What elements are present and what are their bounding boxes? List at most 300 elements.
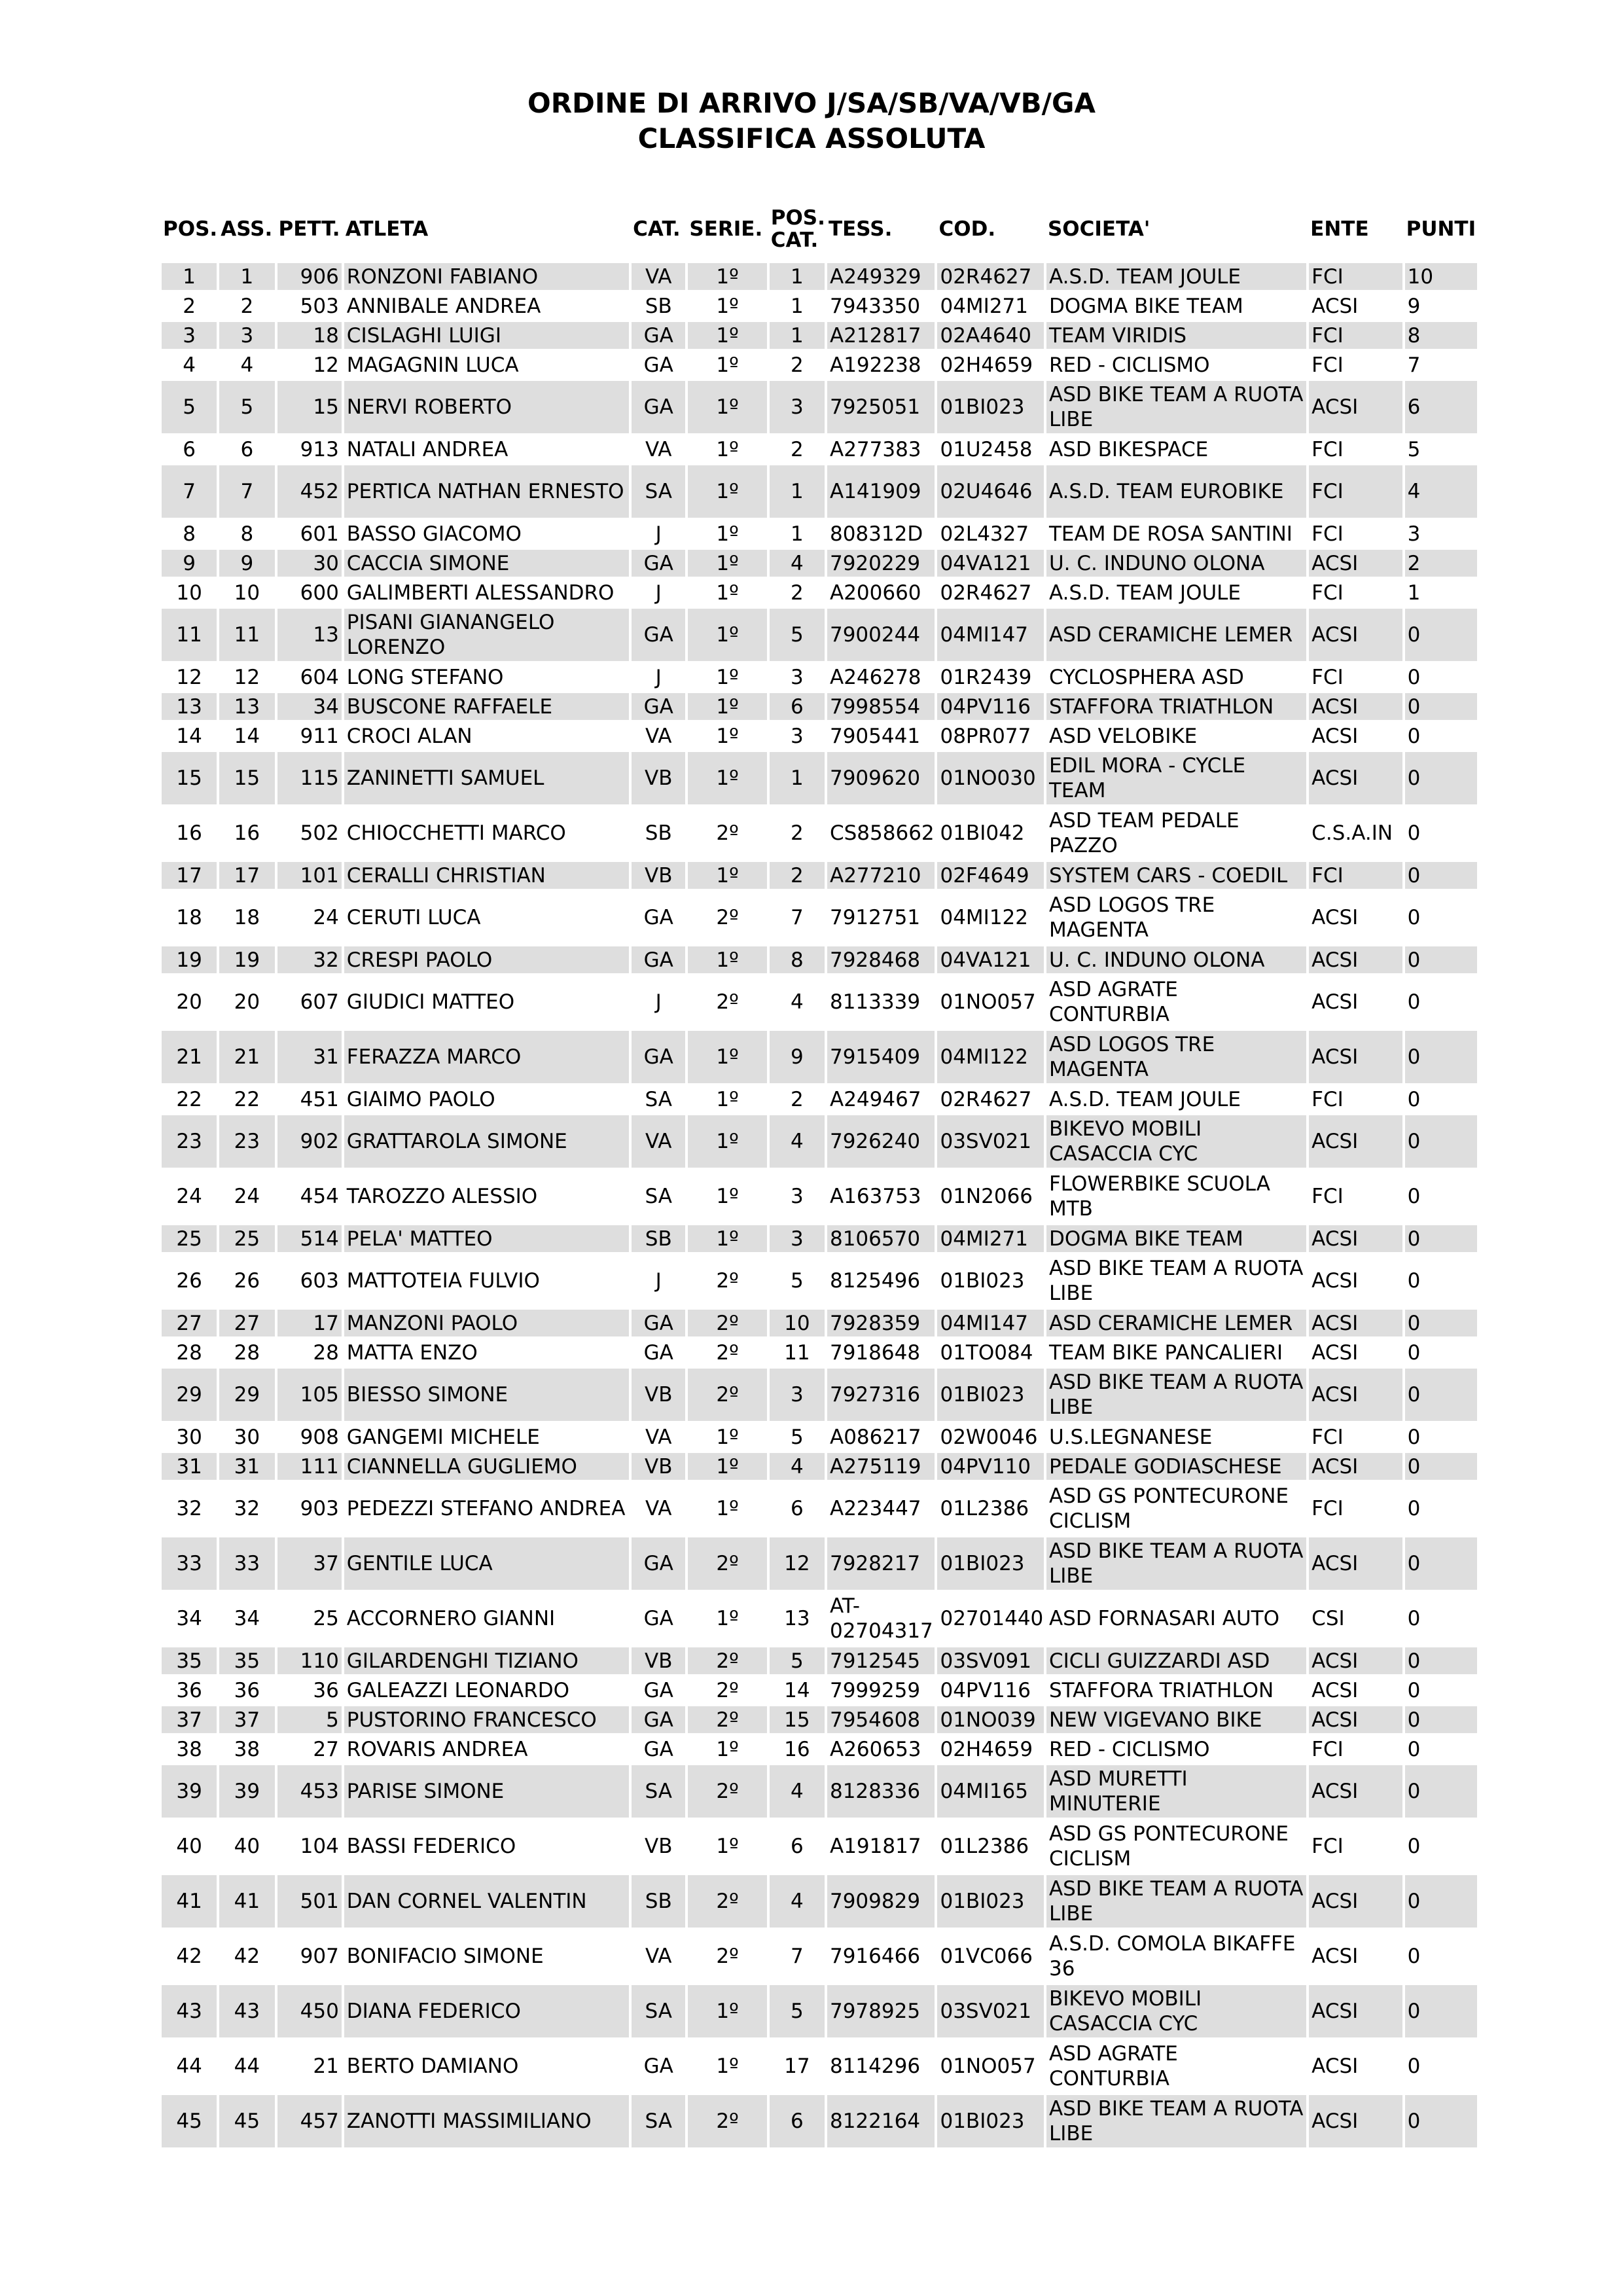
table-row	[162, 752, 1477, 804]
cell-cod: 02A4640	[937, 322, 1043, 349]
cell-ass: 4	[240, 353, 254, 377]
cell-pett: 603	[300, 1269, 339, 1293]
cell-pos: 9	[162, 550, 217, 577]
cell-ass: 25	[219, 1225, 274, 1252]
cell-punti: 0	[1405, 1115, 1477, 1168]
table-row	[162, 1875, 1477, 1928]
cell-atleta: ROVARIS ANDREA	[346, 1737, 528, 1761]
cell-cat: J	[655, 990, 662, 1014]
cell-punti: 0	[1405, 1453, 1477, 1480]
cell-tess: A246278	[829, 665, 921, 689]
cell-ente: FCI	[1311, 1497, 1344, 1520]
cell-ente: ACSI	[1311, 906, 1359, 929]
cell-tess: 7928217	[827, 1537, 935, 1590]
cell-societa: ASD BIKE TEAM A RUOTA LIBE	[1046, 381, 1306, 433]
cell-societa: CYCLOSPHERA ASD	[1048, 665, 1244, 689]
cell-cat: GA	[632, 693, 685, 720]
cell-societa: U.S.LEGNANESE	[1048, 1425, 1213, 1449]
cell-pos: 37	[162, 1706, 217, 1733]
cell-poscat: 4	[770, 550, 825, 577]
cell-poscat: 14	[784, 1678, 810, 1702]
cell-tess: A223447	[829, 1497, 921, 1520]
page-title: ORDINE DI ARRIVO J/SA/SB/VA/VB/GA	[527, 87, 1096, 119]
cell-pos: 23	[162, 1115, 217, 1168]
cell-cod: 01BI023	[940, 1269, 1025, 1293]
cell-tess: 8114296	[829, 2054, 921, 2078]
cell-societa: A.S.D. TEAM EUROBIKE	[1046, 465, 1306, 518]
cell-tess: A277210	[827, 862, 935, 889]
cell-cod: 02R4627	[940, 1087, 1032, 1111]
cell-serie: 1º	[688, 1985, 766, 2037]
cell-ente: ACSI	[1311, 1678, 1359, 1702]
cell-atleta: CHIOCCHETTI MARCO	[346, 821, 566, 845]
cell-ente: FCI	[1311, 437, 1344, 461]
cell-ass: 12	[234, 665, 260, 689]
cell-pett: 902	[277, 1115, 342, 1168]
cell-pos: 15	[162, 752, 217, 804]
cell-cat: VA	[645, 1945, 672, 1968]
cell-pos: 2	[183, 294, 196, 318]
cell-cod: 02L4327	[940, 522, 1029, 546]
cell-punti: 0	[1407, 990, 1421, 1014]
cell-punti: 0	[1405, 1647, 1477, 1674]
cell-pos: 39	[162, 1765, 217, 1818]
col-header-atleta: ATLETA	[345, 217, 429, 241]
cell-serie: 2º	[688, 1537, 766, 1590]
cell-serie: 1º	[688, 752, 766, 804]
cell-tess: 7918648	[829, 1340, 921, 1365]
cell-tess: 8128336	[827, 1765, 935, 1818]
cell-societa: U. C. INDUNO OLONA	[1046, 946, 1306, 973]
cell-poscat: 4	[770, 1765, 825, 1818]
cell-cat: VA	[645, 1425, 672, 1449]
cell-serie: 2º	[688, 1706, 766, 1733]
cell-tess: A086217	[829, 1425, 921, 1449]
cell-societa: TEAM VIRIDIS	[1046, 322, 1306, 349]
cell-pett: 101	[277, 862, 342, 889]
cell-tess: 7978925	[827, 1985, 935, 2037]
cell-ass: 36	[234, 1678, 260, 1702]
table-row	[162, 1647, 1477, 1674]
cell-poscat: 3	[790, 1185, 804, 1208]
cell-ente: FCI	[1311, 1425, 1344, 1449]
cell-pett: 453	[277, 1765, 342, 1818]
table-row	[162, 2095, 1477, 2147]
cell-serie: 2º	[716, 1269, 739, 1293]
cell-pos: 34	[176, 1607, 202, 1630]
col-header-cat: CAT.	[633, 217, 681, 241]
cell-cod: 02R4627	[937, 263, 1043, 290]
cell-tess: 7916466	[829, 1945, 921, 1968]
cell-punti: 0	[1405, 693, 1477, 720]
cell-tess: A191817	[829, 1835, 921, 1858]
cell-pett: 31	[277, 1031, 342, 1083]
cell-pett: 17	[277, 1310, 342, 1336]
cell-punti: 0	[1405, 946, 1477, 973]
cell-punti: 0	[1405, 752, 1477, 804]
cell-serie: 1º	[716, 1087, 739, 1111]
cell-pos: 17	[162, 862, 217, 889]
cell-punti: 0	[1407, 1945, 1421, 1968]
cell-cat: J	[655, 522, 662, 546]
cell-cod: 01BI023	[937, 381, 1043, 433]
cell-poscat: 1	[770, 752, 825, 804]
col-header-pos: POS.	[163, 217, 218, 241]
cell-pos: 12	[176, 665, 202, 689]
cell-ente: FCI	[1311, 1185, 1344, 1208]
cell-atleta: DAN CORNEL VALENTIN	[344, 1875, 629, 1928]
cell-pett: 34	[277, 693, 342, 720]
cell-pett: 600	[300, 581, 339, 605]
cell-ass: 9	[219, 550, 274, 577]
cell-cat: SA	[632, 1985, 685, 2037]
cell-societa: TEAM DE ROSA SANTINI	[1048, 522, 1293, 546]
cell-ente: FCI	[1311, 353, 1344, 377]
cell-serie: 1º	[716, 1425, 739, 1449]
cell-pos: 3	[162, 322, 217, 349]
cell-punti: 0	[1407, 1425, 1421, 1449]
cell-societa: U. C. INDUNO OLONA	[1046, 550, 1306, 577]
cell-punti: 0	[1405, 1706, 1477, 1733]
cell-societa: FLOWERBIKE SCUOLA MTB	[1048, 1172, 1270, 1221]
cell-atleta: GALIMBERTI ALESSANDRO	[346, 581, 615, 605]
cell-poscat: 10	[770, 1310, 825, 1336]
cell-serie: 2º	[716, 1340, 739, 1365]
cell-tess: 7928468	[827, 946, 935, 973]
cell-pos: 38	[176, 1737, 202, 1761]
cell-cod: 01TO084	[940, 1340, 1033, 1365]
cell-ente: ACSI	[1311, 990, 1359, 1014]
table-row	[162, 1736, 1477, 1763]
cell-ass: 14	[234, 724, 260, 748]
cell-tess: AT-02704317	[829, 1594, 933, 1643]
cell-punti: 0	[1407, 1185, 1421, 1208]
cell-serie: 1º	[716, 294, 739, 318]
table-row	[162, 351, 1477, 378]
cell-pett: 454	[300, 1185, 339, 1208]
table-row	[162, 1115, 1477, 1168]
cell-ente: FCI	[1309, 263, 1402, 290]
cell-atleta: RONZONI FABIANO	[344, 263, 629, 290]
cell-pos: 16	[176, 821, 202, 845]
cell-punti: 4	[1405, 465, 1477, 518]
cell-ass: 32	[234, 1497, 260, 1520]
cell-poscat: 6	[770, 693, 825, 720]
cell-poscat: 4	[770, 1115, 825, 1168]
cell-atleta: PISANI GIANANGELO LORENZO	[344, 609, 629, 661]
cell-ente: ACSI	[1309, 381, 1402, 433]
cell-pos: 28	[176, 1340, 202, 1365]
cell-ente: FCI	[1311, 1087, 1344, 1111]
cell-ass: 30	[234, 1425, 260, 1449]
cell-cod: 04PV116	[940, 1678, 1031, 1702]
cell-cod: 03SV021	[937, 1985, 1043, 2037]
cell-serie: 2º	[716, 990, 739, 1014]
cell-ass: 37	[219, 1706, 274, 1733]
cell-punti: 0	[1405, 862, 1477, 889]
table-row	[162, 550, 1477, 577]
page-subtitle: CLASSIFICA ASSOLUTA	[637, 122, 986, 154]
table-row	[162, 263, 1477, 290]
cell-atleta: GRATTAROLA SIMONE	[344, 1115, 629, 1168]
cell-ente: FCI	[1309, 322, 1402, 349]
cell-pett: 450	[277, 1985, 342, 2037]
cell-pett: 37	[277, 1537, 342, 1590]
cell-cat: GA	[632, 946, 685, 973]
table-row	[162, 436, 1477, 463]
cell-poscat: 1	[770, 322, 825, 349]
cell-cod: 01NO057	[940, 2054, 1036, 2078]
cell-ente: ACSI	[1311, 294, 1359, 318]
cell-poscat: 2	[790, 353, 804, 377]
cell-cod: 08PR077	[940, 724, 1031, 748]
cell-tess: 7920229	[827, 550, 935, 577]
cell-pett: 105	[277, 1369, 342, 1421]
cell-ass: 21	[219, 1031, 274, 1083]
col-header-ass: ASS.	[221, 217, 273, 241]
cell-tess: 8122164	[827, 2095, 935, 2147]
table-row	[162, 1225, 1477, 1252]
cell-ass: 10	[234, 581, 260, 605]
cell-serie: 1º	[688, 465, 766, 518]
cell-atleta: GANGEMI MICHELE	[346, 1425, 540, 1449]
cell-poscat: 4	[790, 990, 804, 1014]
cell-ente: ACSI	[1309, 1647, 1402, 1674]
cell-ass: 5	[219, 381, 274, 433]
cell-pett: 110	[277, 1647, 342, 1674]
cell-tess: 7927316	[827, 1369, 935, 1421]
cell-atleta: PELA' MATTEO	[344, 1225, 629, 1252]
cell-atleta: ANNIBALE ANDREA	[346, 294, 541, 318]
cell-serie: 1º	[716, 665, 739, 689]
cell-societa: A.S.D. TEAM JOULE	[1046, 263, 1306, 290]
table-row	[162, 1255, 1477, 1307]
cell-ente: ACSI	[1309, 752, 1402, 804]
cell-serie: 1º	[688, 862, 766, 889]
cell-tess: A260653	[829, 1737, 921, 1761]
cell-cat: SB	[632, 1875, 685, 1928]
cell-poscat: 17	[784, 2054, 810, 2078]
cell-pett: 911	[300, 724, 339, 748]
cell-cat: SA	[632, 1765, 685, 1818]
cell-pos: 26	[176, 1269, 202, 1293]
cell-pett: 903	[300, 1497, 339, 1520]
cell-pett: 604	[300, 665, 339, 689]
cell-societa: ASD AGRATE CONTURBIA	[1048, 2042, 1178, 2090]
cell-pett: 13	[277, 609, 342, 661]
cell-pett: 452	[277, 465, 342, 518]
cell-atleta: BIESSO SIMONE	[344, 1369, 629, 1421]
cell-atleta: ACCORNERO GIANNI	[346, 1607, 556, 1630]
cell-ass: 43	[219, 1985, 274, 2037]
cell-pos: 30	[176, 1425, 202, 1449]
cell-punti: 0	[1405, 1537, 1477, 1590]
cell-serie: 2º	[716, 821, 739, 845]
cell-societa: ASD GS PONTECURONE CICLISM	[1048, 1484, 1289, 1533]
cell-pos: 20	[176, 990, 202, 1014]
table-row	[162, 465, 1477, 518]
cell-punti: 0	[1405, 1985, 1477, 2037]
cell-punti: 0	[1407, 1087, 1421, 1111]
table-row	[162, 1592, 1477, 1645]
cell-cat: J	[655, 1269, 662, 1293]
cell-punti: 0	[1407, 1269, 1421, 1293]
cell-cod: 01R2439	[940, 665, 1032, 689]
table-row	[162, 1453, 1477, 1480]
cell-ass: 40	[234, 1835, 260, 1858]
cell-societa: ASD CERAMICHE LEMER	[1046, 609, 1306, 661]
cell-societa: ASD BIKE TEAM A RUOTA LIBE	[1046, 1369, 1306, 1421]
cell-tess: 7954608	[827, 1706, 935, 1733]
cell-tess: 7912751	[829, 906, 921, 929]
cell-cod: 02R4627	[940, 581, 1032, 605]
cell-cat: GA	[643, 1678, 673, 1702]
cell-punti: 0	[1405, 1031, 1477, 1083]
cell-cod: 01U2458	[940, 437, 1033, 461]
table-row	[162, 609, 1477, 661]
cell-cat: GA	[632, 1537, 685, 1590]
cell-punti: 2	[1405, 550, 1477, 577]
cell-ente: C.S.A.IN	[1311, 821, 1393, 845]
cell-atleta: PEDEZZI STEFANO ANDREA	[346, 1497, 626, 1520]
cell-atleta: FERAZZA MARCO	[344, 1031, 629, 1083]
cell-pos: 18	[176, 906, 202, 929]
cell-ass: 15	[219, 752, 274, 804]
cell-cod: 04MI165	[937, 1765, 1043, 1818]
cell-punti: 9	[1407, 294, 1421, 318]
cell-poscat: 3	[770, 381, 825, 433]
table-row	[162, 1537, 1477, 1590]
cell-serie: 1º	[688, 1115, 766, 1168]
cell-tess: 7909829	[827, 1875, 935, 1928]
cell-poscat: 7	[790, 906, 804, 929]
cell-tess: 7998554	[827, 693, 935, 720]
cell-societa: TEAM BIKE PANCALIERI	[1048, 1340, 1283, 1365]
cell-cod: 01VC066	[940, 1945, 1033, 1968]
cell-pett: 21	[313, 2054, 339, 2078]
cell-cod: 01N2066	[940, 1185, 1033, 1208]
table-row	[162, 1930, 1477, 1982]
cell-ente: FCI	[1311, 1835, 1344, 1858]
cell-societa: ASD CERAMICHE LEMER	[1046, 1310, 1306, 1336]
cell-ente: FCI	[1309, 465, 1402, 518]
cell-pett: 451	[300, 1087, 339, 1111]
cell-ass: 34	[234, 1607, 260, 1630]
table-row	[162, 1482, 1477, 1535]
cell-ente: FCI	[1311, 581, 1344, 605]
cell-serie: 2º	[688, 1875, 766, 1928]
cell-ente: CSI	[1311, 1607, 1345, 1630]
cell-tess: 8113339	[829, 990, 921, 1014]
table-row	[162, 1369, 1477, 1421]
cell-poscat: 3	[770, 1369, 825, 1421]
cell-poscat: 6	[770, 2095, 825, 2147]
cell-serie: 1º	[688, 381, 766, 433]
cell-cat: GA	[643, 353, 673, 377]
cell-ass: 45	[219, 2095, 274, 2147]
cell-tess: 7926240	[827, 1115, 935, 1168]
cell-atleta: GIUDICI MATTEO	[346, 990, 515, 1014]
cell-tess: A249329	[827, 263, 935, 290]
cell-ass: 31	[219, 1453, 274, 1480]
cell-tess: 7925051	[827, 381, 935, 433]
cell-ass: 13	[219, 693, 274, 720]
cell-ass: 16	[234, 821, 260, 845]
cell-tess: 7915409	[827, 1031, 935, 1083]
cell-punti: 3	[1407, 522, 1421, 546]
cell-pett: 15	[277, 381, 342, 433]
cell-societa: DOGMA BIKE TEAM	[1048, 294, 1243, 318]
cell-punti: 0	[1407, 906, 1421, 929]
cell-ente: ACSI	[1309, 1706, 1402, 1733]
cell-atleta: NATALI ANDREA	[346, 437, 508, 461]
cell-poscat: 1	[770, 465, 825, 518]
cell-societa: STAFFORA TRIATHLON	[1046, 693, 1306, 720]
cell-ass: 24	[234, 1185, 260, 1208]
cell-ente: ACSI	[1309, 1875, 1402, 1928]
cell-punti: 0	[1407, 1497, 1421, 1520]
cell-pos: 7	[162, 465, 217, 518]
cell-poscat: 3	[790, 665, 804, 689]
cell-tess: 7900244	[827, 609, 935, 661]
cell-punti: 0	[1405, 1310, 1477, 1336]
cell-cod: 01BI023	[937, 1369, 1043, 1421]
cell-ente: ACSI	[1309, 1225, 1402, 1252]
cell-ass: 26	[234, 1269, 260, 1293]
cell-ass: 19	[219, 946, 274, 973]
cell-societa: ASD GS PONTECURONE CICLISM	[1048, 1822, 1289, 1871]
cell-societa: ASD LOGOS TRE MAGENTA	[1046, 1031, 1306, 1083]
cell-atleta: BERTO DAMIANO	[346, 2054, 519, 2078]
cell-ente: FCI	[1309, 862, 1402, 889]
cell-cod: 01NO057	[940, 990, 1036, 1014]
cell-tess: 7928359	[827, 1310, 935, 1336]
cell-pett: 111	[277, 1453, 342, 1480]
cell-atleta: CERUTI LUCA	[346, 906, 481, 929]
cell-cat: VA	[632, 263, 685, 290]
cell-tess: A275119	[827, 1453, 935, 1480]
cell-cod: 02U4646	[937, 465, 1043, 518]
cell-pos: 21	[162, 1031, 217, 1083]
cell-atleta: CISLAGHI LUIGI	[344, 322, 629, 349]
cell-cod: 01L2386	[940, 1835, 1029, 1858]
table-row	[162, 520, 1477, 547]
cell-cod: 04MI122	[937, 1031, 1043, 1083]
cell-serie: 1º	[688, 1453, 766, 1480]
cell-cod: 01NO039	[937, 1706, 1043, 1733]
cell-cat: GA	[643, 1737, 673, 1761]
cell-atleta: CROCI ALAN	[346, 724, 473, 748]
cell-atleta: BASSO GIACOMO	[346, 522, 522, 546]
cell-societa: DOGMA BIKE TEAM	[1046, 1225, 1306, 1252]
cell-tess: A163753	[829, 1185, 921, 1208]
cell-serie: 1º	[716, 353, 739, 377]
cell-poscat: 7	[790, 1945, 804, 1968]
cell-serie: 1º	[716, 1497, 739, 1520]
cell-societa: STAFFORA TRIATHLON	[1048, 1678, 1274, 1702]
cell-serie: 1º	[688, 693, 766, 720]
cell-pos: 14	[176, 724, 202, 748]
cell-serie: 1º	[688, 550, 766, 577]
cell-serie: 2º	[688, 1310, 766, 1336]
cell-pos: 24	[176, 1185, 202, 1208]
cell-atleta: BUSCONE RAFFAELE	[344, 693, 629, 720]
cell-cod: 01BI042	[940, 821, 1025, 845]
cell-serie: 1º	[716, 1835, 739, 1858]
cell-serie: 1º	[716, 437, 739, 461]
cell-ente: ACSI	[1309, 1453, 1402, 1480]
table-row	[162, 862, 1477, 889]
